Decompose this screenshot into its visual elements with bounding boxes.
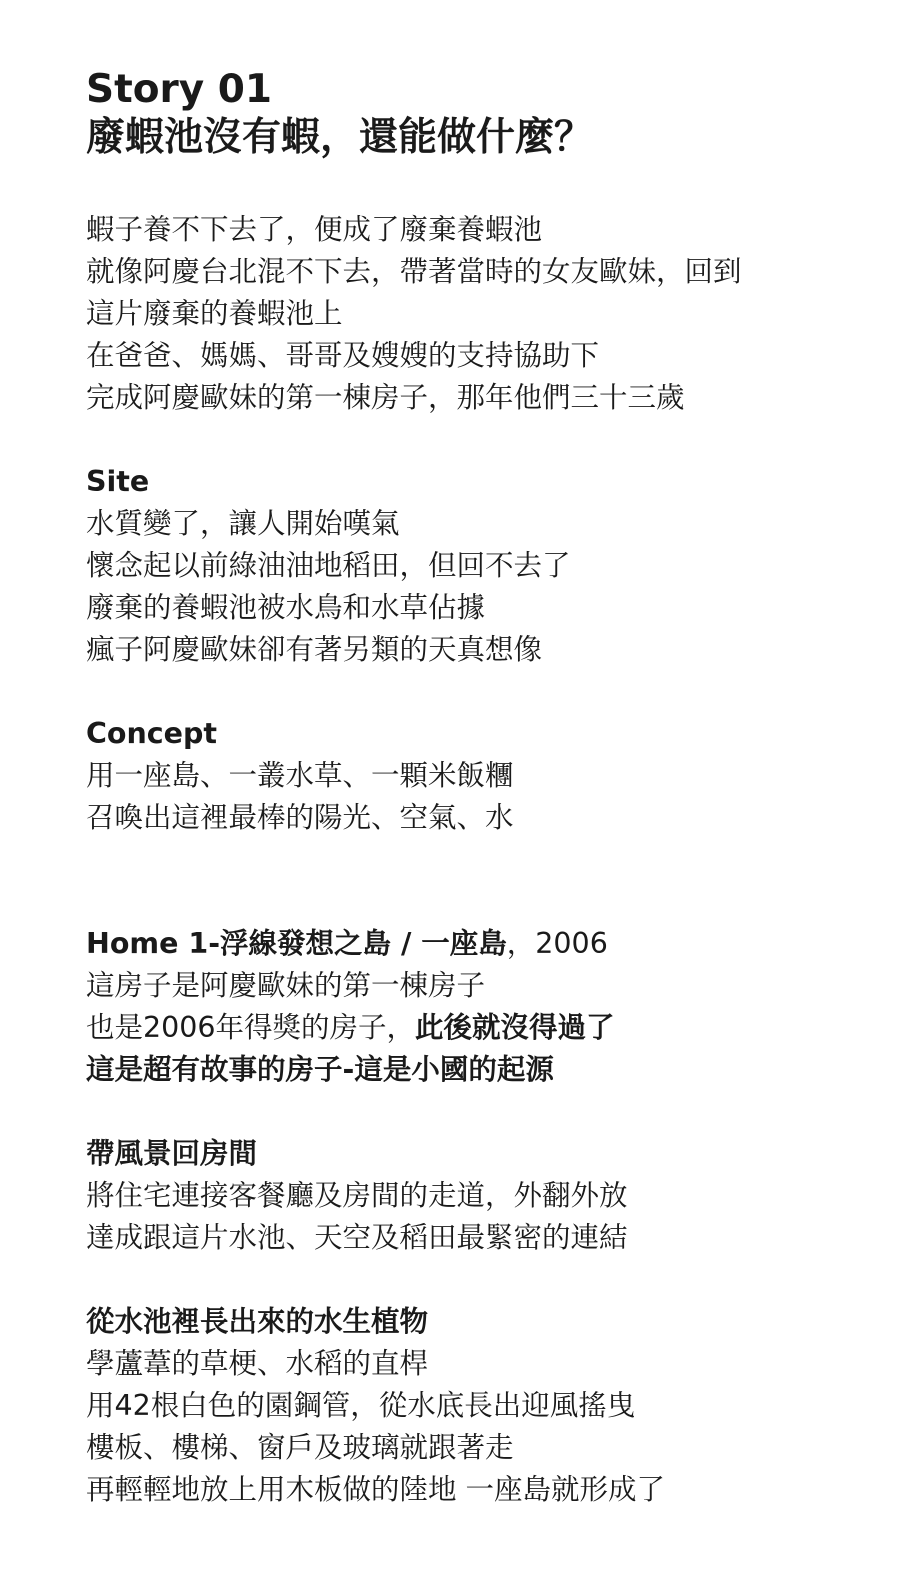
home-award-emphasis: 此後就沒得過了 <box>415 1011 615 1044</box>
intro-line: 完成阿慶歐妹的第一棟房子，那年他們三十三歲 <box>86 381 685 414</box>
concept-heading: Concept <box>86 717 218 750</box>
plants-line: 學蘆葦的草梗、水稻的直桿 <box>86 1347 429 1380</box>
home-award-text: 也是2006年得獎的房子， <box>86 1011 416 1044</box>
story-title <box>86 66 886 162</box>
home-heading-title: Home 1-浮線發想之島 / 一座島 <box>86 927 507 960</box>
scenery-heading: 帶風景回房間 <box>86 1137 258 1170</box>
home-line <box>86 1007 886 1049</box>
plants-section <box>86 1301 886 1511</box>
site-line: 水質變了，讓人開始嘆氣 <box>86 507 400 540</box>
story-number: Story 01 <box>86 67 273 112</box>
scenery-section <box>86 1133 886 1259</box>
intro-line: 在爸爸、媽媽、哥哥及嫂嫂的支持協助下 <box>86 339 600 372</box>
plants-line: 再輕輕地放上用木板做的陸地 一座島就形成了 <box>86 1473 666 1506</box>
site-section <box>86 461 886 671</box>
intro-line: 蝦子養不下去了，便成了廢棄養蝦池 <box>86 213 543 246</box>
scenery-line: 將住宅連接客餐廳及房間的走道，外翻外放 <box>86 1179 628 1212</box>
site-heading: Site <box>86 465 150 498</box>
concept-section <box>86 713 886 839</box>
scenery-line: 達成跟這片水池、天空及稻田最緊密的連結 <box>86 1221 628 1254</box>
home-heading <box>86 923 886 965</box>
site-line: 懷念起以前綠油油地稻田，但回不去了 <box>86 549 571 582</box>
article <box>86 66 886 1511</box>
story-headline: 廢蝦池沒有蝦，還能做什麼？ <box>86 115 594 160</box>
home-origin-line: 這是超有故事的房子-這是小國的起源 <box>86 1053 554 1086</box>
intro-line: 就像阿慶台北混不下去，帶著當時的女友歐妹，回到 <box>86 255 742 288</box>
intro-line: 這片廢棄的養蝦池上 <box>86 297 343 330</box>
home-heading-year: ，2006 <box>506 927 608 960</box>
plants-line: 樓板、樓梯、窗戶及玻璃就跟著走 <box>86 1431 514 1464</box>
intro-paragraph <box>86 209 886 419</box>
site-line: 瘋子阿慶歐妹卻有著另類的天真想像 <box>86 633 543 666</box>
home-line: 這房子是阿慶歐妹的第一棟房子 <box>86 969 486 1002</box>
plants-line: 用42根白色的園鋼管，從水底長出迎風搖曳 <box>86 1389 636 1422</box>
concept-line: 召喚出這裡最棒的陽光、空氣、水 <box>86 801 514 834</box>
concept-line: 用一座島、一叢水草、一顆米飯糰 <box>86 759 514 792</box>
site-line: 廢棄的養蝦池被水鳥和水草佔據 <box>86 591 486 624</box>
home-section <box>86 923 886 1091</box>
plants-heading: 從水池裡長出來的水生植物 <box>86 1305 429 1338</box>
